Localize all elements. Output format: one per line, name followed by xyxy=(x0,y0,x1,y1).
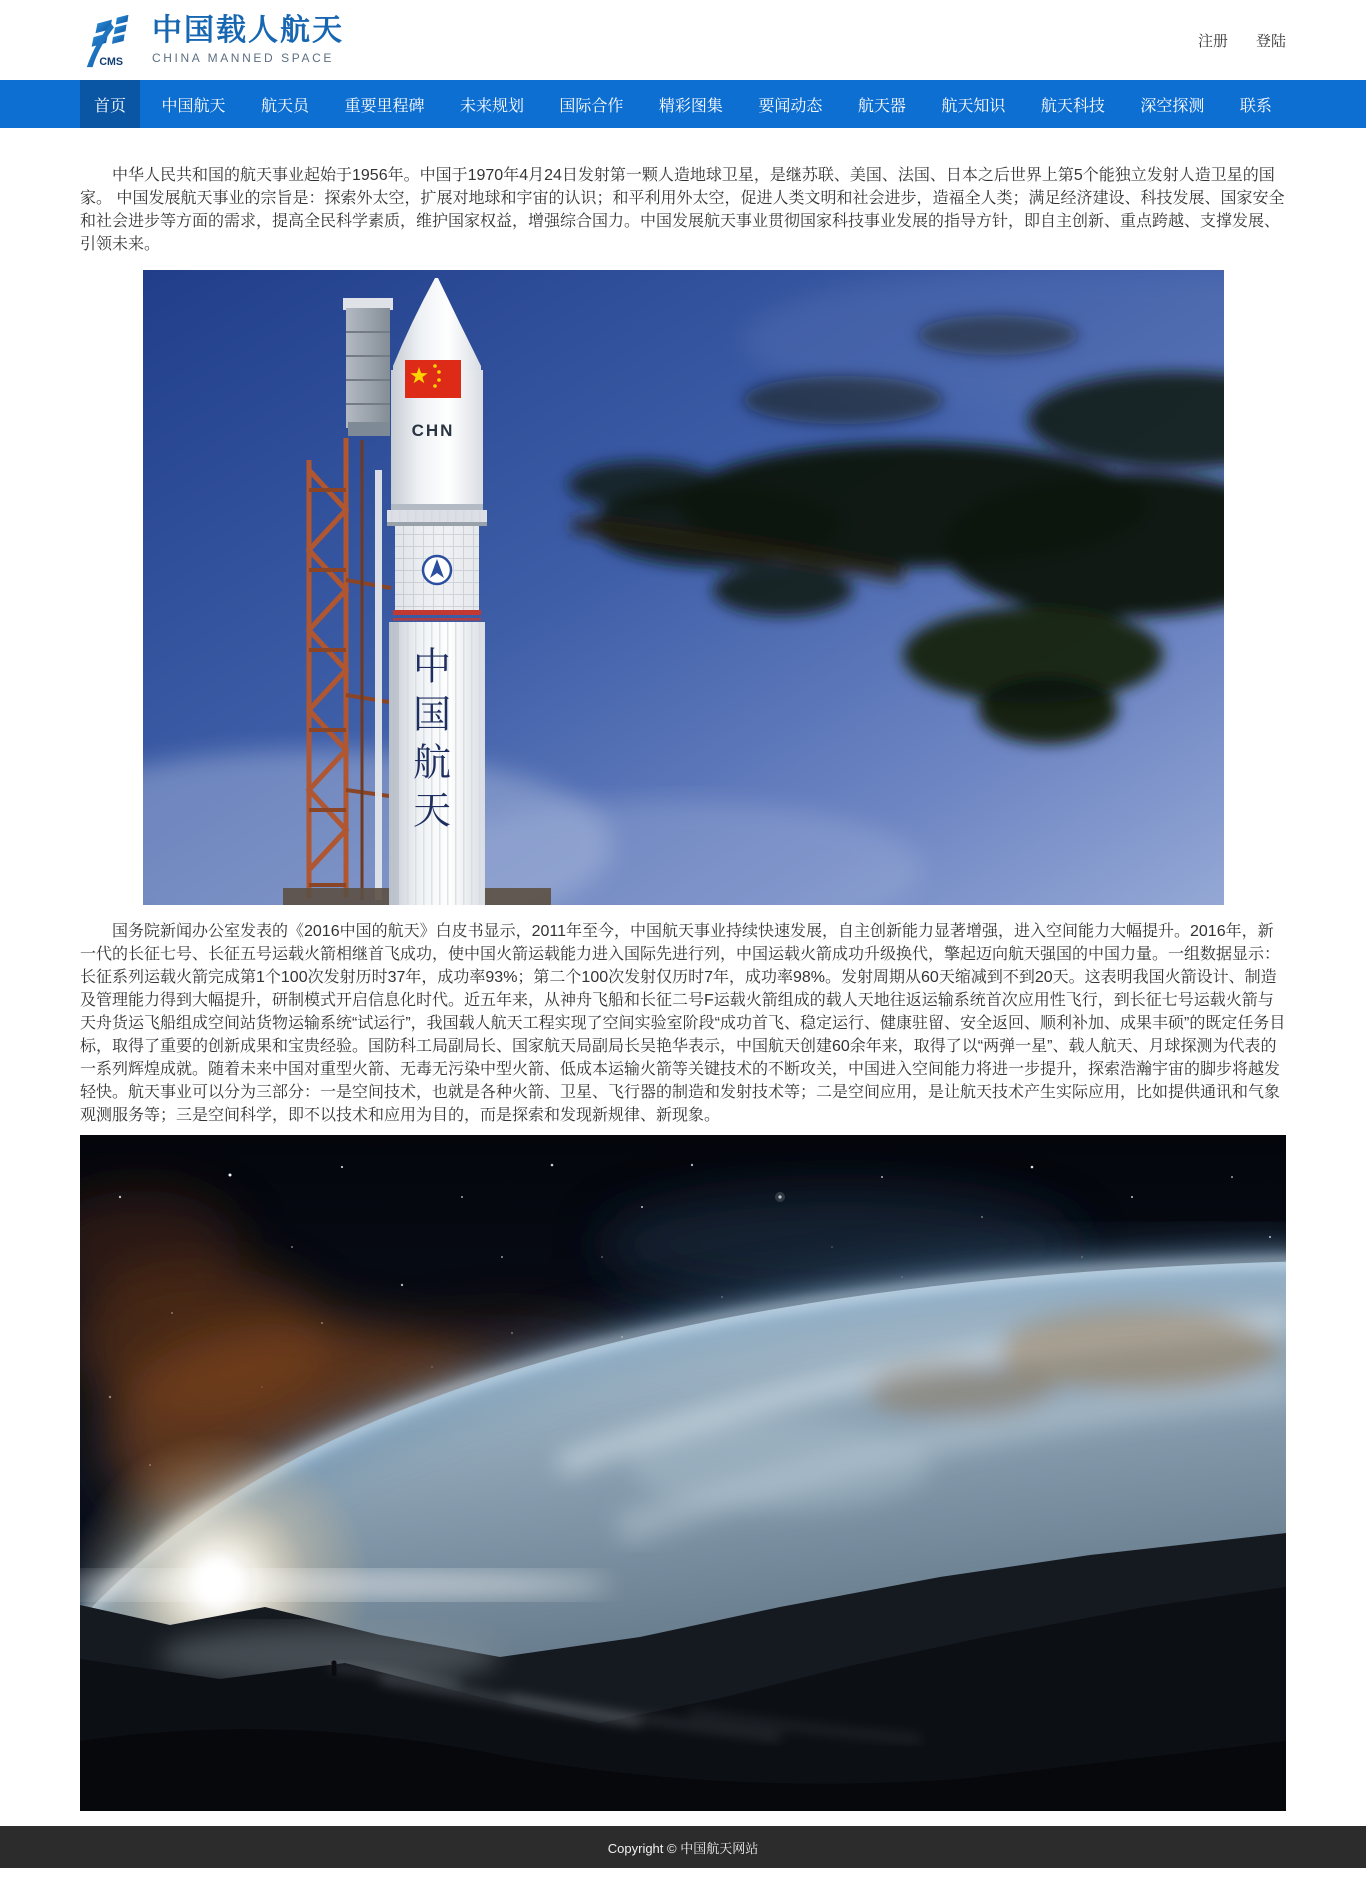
earth-photo-svg xyxy=(80,1135,1286,1811)
astronaut-silhouette xyxy=(331,1660,336,1676)
china-flag-icon xyxy=(405,360,461,398)
intro-paragraph: 中华人民共和国的航天事业起始于1956年。中国于1970年4月24日发射第一颗人造地球卫星，是继苏联、美国、法国、日本之后世界上第5个能独立发射人造卫星的国家。 中国发展航天事业的宗旨是：探索外太空，扩展对地球和宇宙的认识；和平利用外太空，促进人类文明和社会进步，造福全人类；满足经济建设、科技发展、国家安全和社会进步等方面的需求，提高全民科学素质，维护国家权益，增强综合国力。中国发展航天事业贯彻国家科技事业发展的指导方针，即自主创新、重点跨越、支撑发展、引领未来。 xyxy=(80,167,1285,253)
nav-item-intl-cooperation[interactable]: 国际合作 xyxy=(559,97,624,115)
nav-item-china-space[interactable]: 中国航天 xyxy=(161,97,226,115)
nav-item-astronauts[interactable]: 航天员 xyxy=(260,97,309,115)
nav-item-gallery[interactable]: 精彩图集 xyxy=(658,97,723,115)
nav-item-spacecraft[interactable]: 航天器 xyxy=(857,97,906,115)
rocket-photo-svg xyxy=(143,270,1224,905)
earth-image xyxy=(80,1135,1286,1811)
brand-subtitle: CHINA MANNED SPACE xyxy=(152,50,334,65)
nav-item-home[interactable]: 首页 xyxy=(80,80,140,128)
nav-item-deep-space[interactable]: 深空探测 xyxy=(1140,97,1205,115)
nav-item-contact[interactable]: 联系 xyxy=(1239,97,1272,115)
chn-label: CHN xyxy=(411,421,454,440)
cms-logo-icon xyxy=(80,11,142,69)
casc-logo-icon xyxy=(423,556,451,584)
nav-item-milestones[interactable]: 重要里程碑 xyxy=(344,97,425,115)
nav-item-technology[interactable]: 航天科技 xyxy=(1040,97,1105,115)
brand-title: 中国载人航天 xyxy=(152,14,344,48)
rocket-image xyxy=(143,270,1224,905)
brand-text-block xyxy=(152,15,344,65)
rocket-body-label: 中国航天 xyxy=(406,646,449,838)
site-header xyxy=(0,0,1366,80)
register-link[interactable]: 注册 xyxy=(1197,32,1228,50)
site-footer xyxy=(0,1826,1366,1868)
whitepaper-paragraph: 国务院新闻办公室发表的《2016中国的航天》白皮书显示，2011年至今，中国航天事业持续快速发展，自主创新能力显著增强，进入空间能力大幅提升。2016年，新一代的长征七号、长征五号运载火箭相继首飞成功，使中国火箭运载能力进入国际先进行列，中国运载火箭成功升级换代，擎起迈向航天强国的中国力量。一组数据显示：长征系列运载火箭完成第1个100次发射历时37年，成功率93%；第二个100次发射仅历时7年，成功率98%。发射周期从60天缩减到不到20天。这表明我国火箭设计、制造及管理能力得到大幅提升，研制模式开启信息化时代。近五年来，从神舟飞船和长征二号F运载火箭组成的载人天地往返运输系统首次应用性飞行，到长征七号运载火箭与天舟货运飞船组成空间站货物运输系统“试运行”，我国载人航天工程实现了空间实验室阶段“成功首飞、稳定运行、健康驻留、安全返回、顺利补加、成果丰硕”的既定任务目标，取得了重要的创新成果和宝贵经验。国防科工局副局长、国家航天局副局长吴艳华表示，中国航天创建60余年来，取得了以“两弹一星”、载人航天、月球探测为代表的一系列辉煌成就。随着未来中国对重型火箭、无毒无污染中型火箭、低成本运输火箭等关键技术的不断攻关，中国进入空间能力将进一步提升，探索浩瀚宇宙的脚步将越发轻快。航天事业可以分为三部分：一是空间技术，也就是各种火箭、卫星、飞行器的制造和发射技术等；二是空间应用，是让航天技术产生实际应用，比如提供通讯和气象观测服务等；三是空间科学，即不以技术和应用为目的，而是探索和发现新规律、新现象。 xyxy=(80,923,1286,1124)
nav-item-news[interactable]: 要闻动态 xyxy=(758,97,823,115)
main-content xyxy=(80,164,1286,1811)
main-nav xyxy=(0,80,1366,128)
logo-cms-badge: CMS xyxy=(99,56,124,69)
auth-links xyxy=(1198,30,1286,51)
site-logo[interactable] xyxy=(80,11,344,69)
nav-item-future-plans[interactable]: 未来规划 xyxy=(459,97,524,115)
nav-item-knowledge[interactable]: 航天知识 xyxy=(941,97,1006,115)
login-link[interactable]: 登陆 xyxy=(1255,32,1286,50)
copyright-text: Copyright © 中国航天网站 xyxy=(607,1840,759,1856)
